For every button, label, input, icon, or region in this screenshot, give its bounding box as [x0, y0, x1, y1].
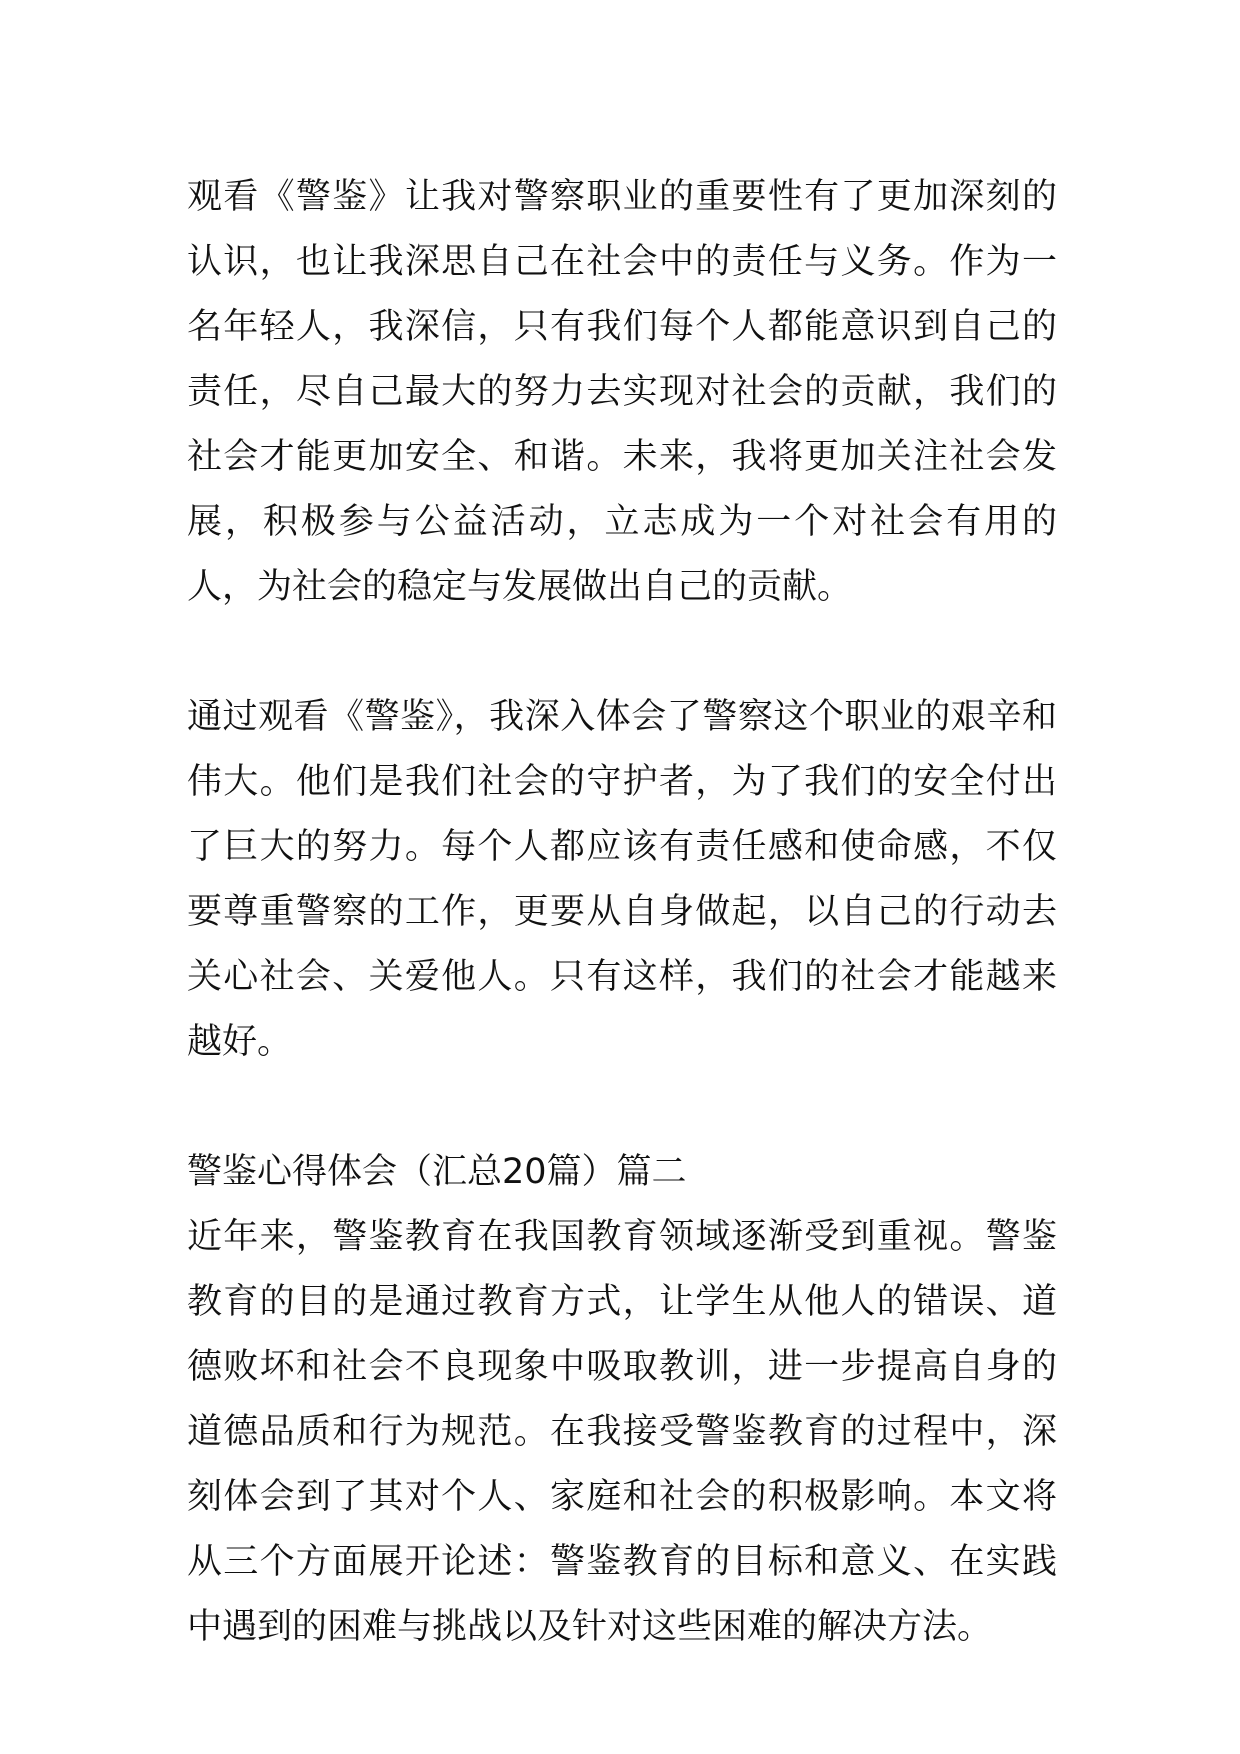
paragraph-2: 通过观看《警鉴》，我深入体会了警察这个职业的艰辛和伟大。他们是我们社会的守护者，为了我们的安全付出了巨大的努力。每个人都应该有责任感和使命感，不仅要尊重警察的工作，更要从自身做起，以自己的行动去关心社会、关爱他人。只有这样，我们的社会才能越来越好。 [187, 697, 1057, 1062]
paragraph-1: 观看《警鉴》让我对警察职业的重要性有了更加深刻的认识，也让我深思自己在社会中的责任与义务。作为一名年轻人，我深信，只有我们每个人都能意识到自己的责任，尽自己最大的努力去实现对社会的贡献，我们的社会才能更加安全、和谐。未来，我将更加关注社会发展，积极参与公益活动，立志成为一个对社会有用的人，为社会的稳定与发展做出自己的贡献。 [187, 177, 1057, 607]
paragraph-spacer [187, 620, 1057, 685]
paragraph-spacer [187, 1075, 1057, 1140]
section-heading: 警鉴心得体会（汇总20篇）篇二 [187, 1152, 687, 1192]
paragraph-3: 近年来，警鉴教育在我国教育领域逐渐受到重视。警鉴教育的目的是通过教育方式，让学生从他人的错误、道德败坏和社会不良现象中吸取教训，进一步提高自身的道德品质和行为规范。在我接受警鉴教育的过程中，深刻体会到了其对个人、家庭和社会的积极影响。本文将从三个方面展开论述：警鉴教育的目标和意义、在实践中遇到的困难与挑战以及针对这些困难的解决方法。 [187, 1217, 1057, 1647]
document-body [187, 165, 1057, 1660]
